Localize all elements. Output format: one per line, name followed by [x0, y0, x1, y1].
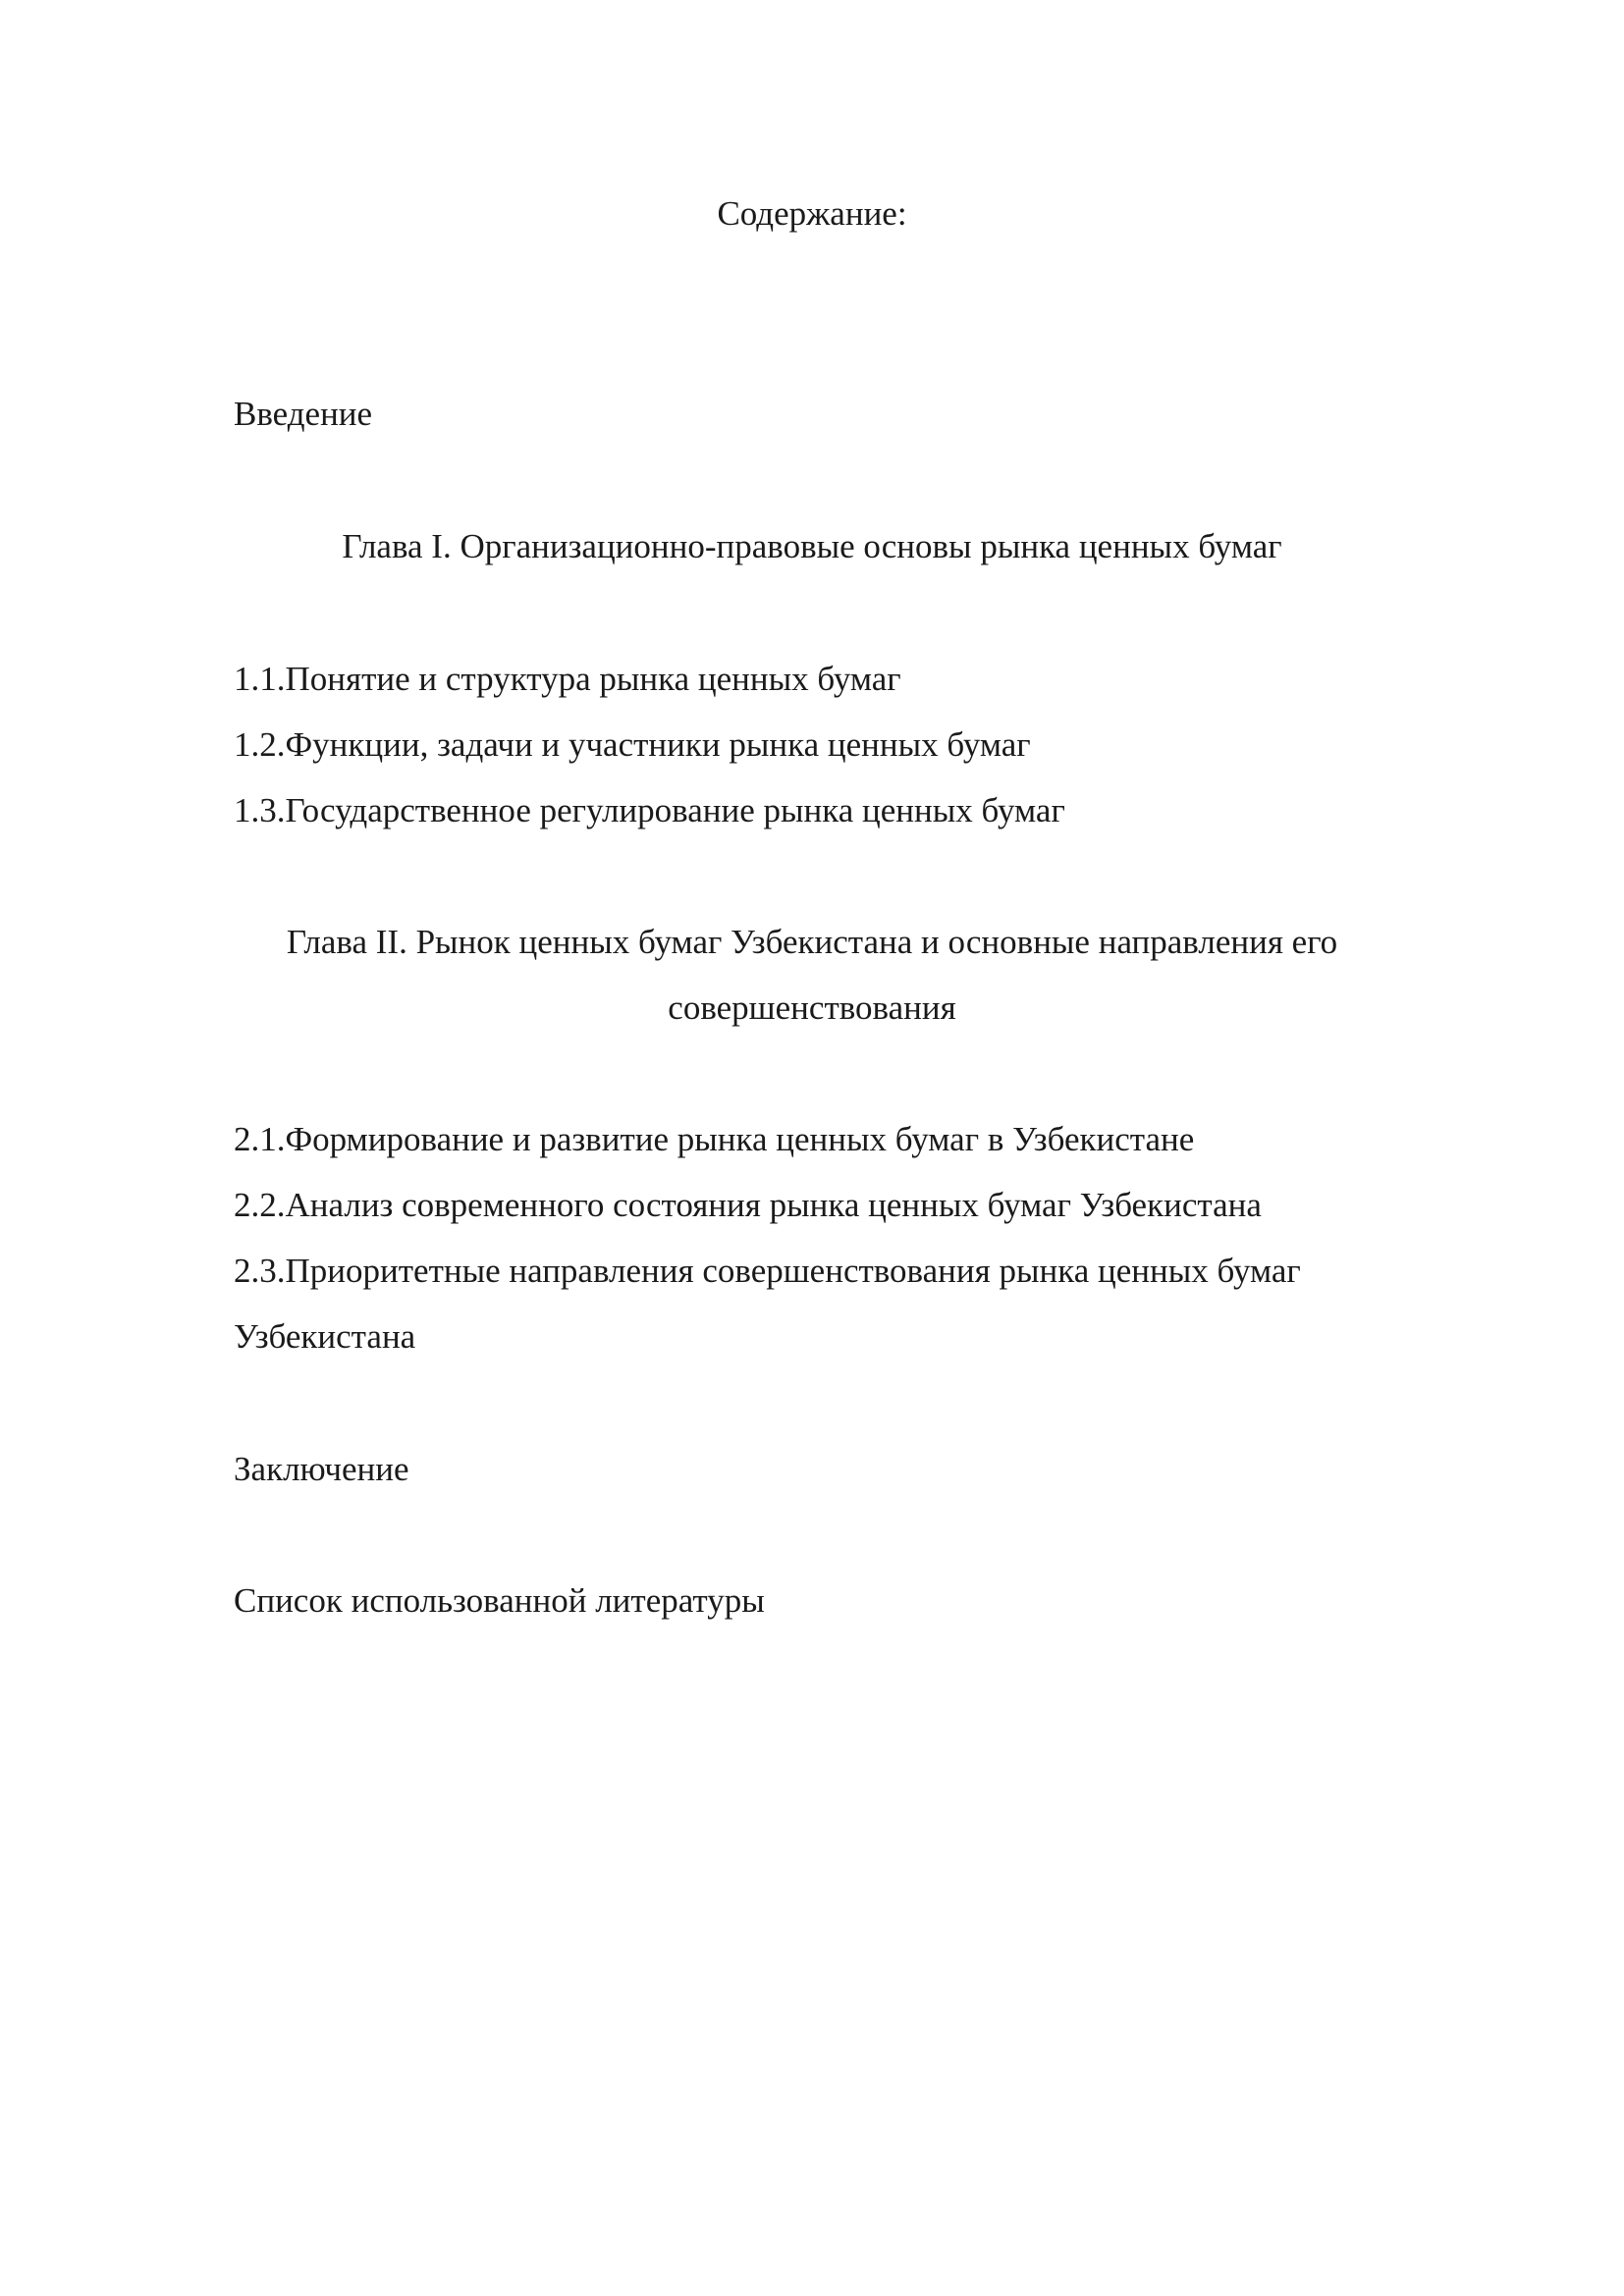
- toc-entry-2-2: 2.2.Анализ современного состояния рынка ценных бумаг Узбекистана: [234, 1186, 1262, 1224]
- toc-entry-1-2: 1.2.Функции, задачи и участники рынка ценных бумаг: [234, 725, 1031, 764]
- toc-entry-conclusion: Заключение: [234, 1450, 409, 1488]
- chapter-1-heading: Глава I. Организационно-правовые основы рынка ценных бумаг: [342, 527, 1282, 565]
- toc-entry-2-3: 2.3.Приоритетные направления совершенствования рынка ценных бумаг: [234, 1252, 1301, 1290]
- toc-entry-2-3-continuation: Узбекистана: [234, 1317, 416, 1356]
- toc-entry-bibliography: Список использованной литературы: [234, 1581, 765, 1620]
- toc-entry-1-3: 1.3.Государственное регулирование рынка ценных бумаг: [234, 791, 1065, 829]
- toc-title: Содержание:: [717, 194, 907, 233]
- toc-entry-1-1: 1.1.Понятие и структура рынка ценных бумаг: [234, 660, 901, 698]
- toc-entry-introduction: Введение: [234, 395, 373, 433]
- chapter-2-heading-line-1: Глава II. Рынок ценных бумаг Узбекистана и основные направления его: [286, 923, 1338, 961]
- toc-entry-2-1: 2.1.Формирование и развитие рынка ценных бумаг в Узбекистане: [234, 1120, 1195, 1158]
- chapter-2-heading-line-2: совершенствования: [668, 988, 956, 1027]
